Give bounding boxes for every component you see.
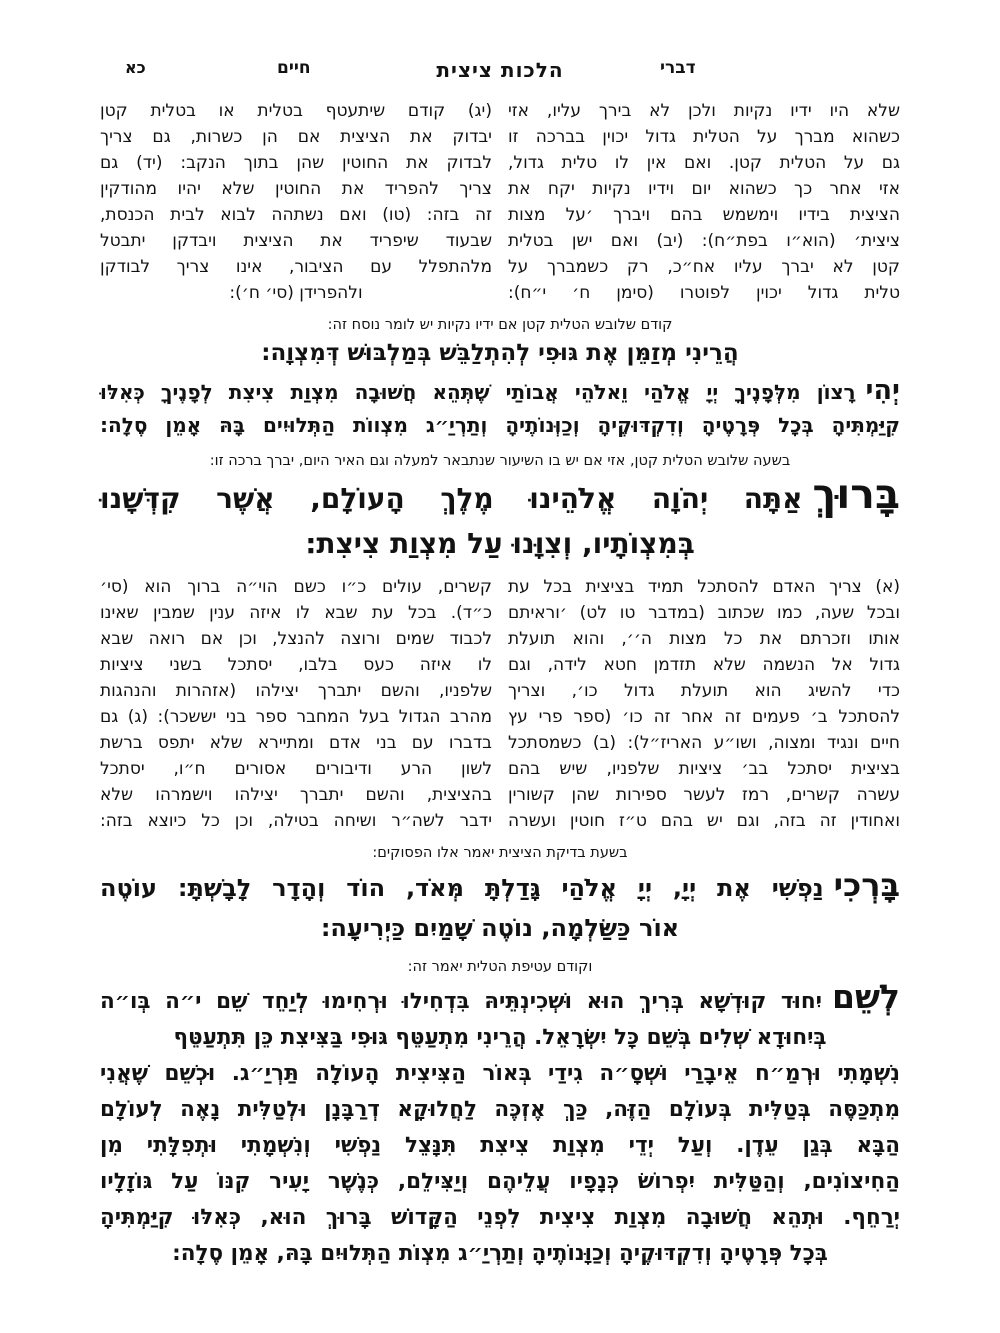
text-line: גדול אל הנשמה שלא תזדמן חטא לידה, וגם <box>508 655 900 675</box>
text-line: לכבוד שמים ורוצה להנצל, וכן אם רואה שבא <box>100 629 492 649</box>
text-line: לבדוק את החוטין שהן בתוך הנקב: (יד) גם <box>100 153 492 173</box>
text-line: ובכל שעה, כמו שכתוב (במדבר טו לט) ׳וראיתם <box>508 603 900 623</box>
header-title-left: חיים <box>277 58 311 78</box>
text-line: בציצית יסתכל בב׳ ציציות שלפניו, שיש בהם <box>508 759 900 779</box>
text-line: ולהפרידן (סי׳ ח׳): <box>229 283 363 303</box>
halachot-top-section <box>100 98 900 306</box>
page-number: כא <box>125 58 146 77</box>
text-line: להסתכל ב׳ פעמים זה אחר זה כו׳ (ספר פרי עץ <box>508 707 900 727</box>
text-line: חיים ונגיד ומצוה, ושו״ע האריז״ל): (ב) כשמסתכל <box>508 733 900 753</box>
tzitzit-blessing <box>100 470 900 566</box>
barchi-nafshi-verses <box>100 868 900 948</box>
text-line: גם על הטלית קטן. ואם אין לו טלית גדול, <box>508 153 900 173</box>
text-line: ידבר לשה״ר ושיחה בטילה, וכן כל כיוצא בזה: <box>100 811 492 831</box>
halachot-top-left-column <box>100 98 492 306</box>
prayer-continuation <box>100 1020 900 1272</box>
yehi-ratzon-prayer <box>100 376 900 442</box>
text-line: יְרַחֵף. וּתְהֵא חֲשׁוּבָה מִצְוַת צִיצִית לִפְנֵי הַקָּדוֹשׁ בָּרוּךְ הוּא, כְּאִלּוּ קִיַּמְתִּיהָ <box>100 1205 900 1230</box>
lead-word: יְהִי <box>865 375 900 406</box>
instruction-before-declaration: קודם שלובש הטלית קטן אם ידיו נקיות יש לומר נוסח זה: <box>327 317 673 333</box>
prayer-continuation <box>100 908 900 948</box>
lead-word: לְשֵׁם <box>832 977 900 1016</box>
text-line: לשון הרע ודיבורים אסורים ח״ו, יסתכל <box>100 759 492 779</box>
text-line: מִתְכַּסֶּה בְּטַלִּית בְּעוֹלָם הַזֶּה, כַּךְ אֶזְכֶּה לַחֲלוּקָא דְרַבָּנָן וּלְטַלִּית נָאֶה לְעוֹלָם <box>100 1097 900 1122</box>
text-line: שלא היו ידיו נקיות ולכן לא בירך עליו, אזי <box>508 101 900 121</box>
line-text: יִחוּד קוּדְשָׁא בְּרִיךְ הוּא וּשְׁכִינְתֵּיהּ בִּדְחִילוּ וּרְחִימוּ לְיַחֵד שֵׁם י״ה בְּו״ה <box>100 989 823 1014</box>
instruction-before-psalms: בשעת בדיקת הציצית יאמר אלו הפסוקים: <box>372 845 628 861</box>
prayer-first-line <box>100 470 900 521</box>
text-line: כ״ד). בכל עת שבא לו איזה ענין שמבין שאינו <box>100 603 492 623</box>
halachot-top-right-column <box>508 98 900 306</box>
leshem-yichud-prayer <box>100 977 900 1272</box>
text-line: ציצית׳ (הוא״ו בפת״ח): (יב) ואם ישן בטלית <box>508 231 900 251</box>
text-line: יבדוק את הציצית אם הן כשרות, גם צריך <box>100 127 492 147</box>
text-line: אזי אחר כך כשהוא יום וידיו נקיות יקח את <box>508 179 900 199</box>
text-line: שבעוד שיפריד את הציצית ויבדקן יתבטל <box>100 231 492 251</box>
text-line: קִיַּמְתִּיהָ בְּכָל פְּרָטֶיהָ וְדִקְדּוּקֶיהָ וְכַוְּנוֹתֶיהָ וְתַרְיַ״ג מִצְווֹת הַתְּלוּיִים בָּהּ אָמֵן סֶלָה: <box>100 413 900 437</box>
prayer-continuation <box>100 521 900 566</box>
text-line: הַבָּא בְּגַן עֵדֶן. וְעַל יְדֵי מִצְוַת צִיצִת תִּנָּצֵל נַפְשִׁי וְנִשְׁמָתִי וּתְפִלָּתִי מִן <box>100 1133 900 1158</box>
text-line: מהרב הגדול בעל המחבר ספר בני יששכר): (ג) גם <box>100 707 492 727</box>
text-line: אותו וזכרתם את כל מצות ה׳׳, והוא תועלת <box>508 629 900 649</box>
text-line: לו איזה כעס בלבו, יסתכל בשני ציציות <box>100 655 492 675</box>
line-text: אַתָּה יְהֹוָה אֱלֹהֵינוּ מֶלֶךְ הָעוֹלָם, אֲשֶׁר קִדְּשָׁנוּ <box>100 482 803 515</box>
text-line: כדי להשיג הוא תועלת גדול כו׳, וצריך <box>508 681 900 701</box>
lead-word: בָּרְכִי <box>833 866 900 904</box>
text-line: קטן לא יברך עליו אח״כ, רק כשמברך על <box>508 257 900 277</box>
prayer-first-line <box>100 977 900 1020</box>
halachot-middle-right-column <box>508 574 900 834</box>
text-line: זה בזה: (טו) ואם נשתהה לבוא לבית הכנסת, <box>100 205 492 225</box>
prayer-continuation <box>100 409 900 442</box>
text-line: כשהוא מברך על הטלית גדול יכוין בברכה זו <box>508 127 900 147</box>
prayer-first-line <box>100 868 900 908</box>
text-line: צריך להפריד את החוטין שלא יהיו מהודקין <box>100 179 492 199</box>
line-text: נַפְשִׁי אֶת יְיָ, יְיָ אֱלֹהַי גָּדַלְתָּ מְּאֹד, הוֹד וְהָדָר לָבָשְׁתָּ: עוֹטֶה <box>100 874 824 902</box>
halachot-middle-left-column <box>100 574 492 834</box>
instruction-before-leshem-yichud: וקודם עטיפת הטלית יאמר זה: <box>407 959 593 975</box>
text-line: שלפניו, והשם יתברך יצילהו (אזהרות והנהגות <box>100 681 492 701</box>
text-line: קשרים, עולים כ״ו כשם הוי״ה ברוך הוא (סי׳ <box>100 577 492 597</box>
text-line: בְּמִצְוֹתָיו, וְצִוָּנוּ עַל מִצְוַת צִיצִת: <box>305 527 695 560</box>
text-line: בהציצית, והשם יתברך יצילהו וישמרהו שלא <box>100 785 492 805</box>
lead-word: בָּרוּךְ <box>812 470 900 518</box>
text-line: (יג) קודם שיתעטף בטלית או בטלית קטן <box>100 101 492 121</box>
text-line: ואחודין זה בזה, וגם יש בהם ט״ז חוטין ועשרה <box>508 811 900 831</box>
text-line: נִשְׁמָתִי וּרְמַ״ח אֵיבָרַי וּשְׁסָ״ה גִידַי בְּאוֹר הַצִּיצִית הָעוֹלָה תַּרְיַ״ג. וּכְשֵׁם שֶׁאֲנִי <box>100 1061 900 1086</box>
section-title: הלכות ציצית <box>436 58 564 82</box>
text-line: הציצית בידיו וימשמש בהם ויברך ׳על מצות <box>508 205 900 225</box>
hareini-declaration: הֲרֵינִי מְזַמֵּן אֶת גּוּפִי לְהִתְלַבֵּשׁ בְּמַלְבּוּשׁ דְּמִצְוָה: <box>261 340 739 366</box>
text-line: בדברו עם בני אדם ומתיירא שלא יתפס ברשת <box>100 733 492 753</box>
text-line: עשרה קשרים, רמז לעשר ספירות שהן קשורין <box>508 785 900 805</box>
text-line: בְּכָל פְּרָטֶיהָ וְדִקְדּוּקֶיהָ וְכַוָּנוֹתֶיהָ וְתַרְיַ״ג מִצְוֹת הַתְּלוּיִם בָּהּ, אָמֵן סֶלָה: <box>172 1241 828 1266</box>
halachot-middle-section <box>100 574 900 834</box>
line-text: רָצוֹן מִלְּפָנֶיךָ יְיָ אֱלֹהַי וֵאלֹהֵי אֲבוֹתַי שֶׁתְּהֵא חֲשׁוּבָה מִצְוַת צִיצִת לְפָנֶיךָ כְּאִלּוּ <box>100 380 856 404</box>
page-header <box>100 56 900 88</box>
header-title-right: דברי <box>660 58 696 78</box>
text-line: הַחִיצוֹנִים, וְהַטַּלִּית יִפְרוֹשׂ כְּנָפָיו עֲלֵיהֶם וְיַצִּילֵם, כְּנֶשֶׁר יָעִיר קִנּוֹ עַל גּוֹזָלָיו <box>100 1169 900 1194</box>
text-line: מלהתפלל עם הציבור, אינו צריך לבודקן <box>100 257 492 277</box>
text-line: טלית גדול יכוין לפוטרו (סימן ח׳ י״ח): <box>508 283 900 303</box>
text-line: (א) צריך האדם להסתכל תמיד בציצית בכל עת <box>508 577 900 597</box>
prayer-first-line <box>100 376 900 409</box>
text-line: אוֹר כַּשַּׂלְמָה, נוֹטֶה שָׁמַיִם כַּיְרִיעָה: <box>320 914 680 942</box>
text-line: בְּיִחוּדָא שְׁלִים בְּשֵׁם כָּל יִשְׂרָאֵל. הֲרֵינִי מִתְעַטֵּף גּוּפִי בַּצִּיצִת כֵּן תִּתְעַטֵּף <box>173 1025 827 1050</box>
instruction-before-blessing: בשעה שלובש הטלית קטן, אזי אם יש בו השיעור שנתבאר למעלה וגם האיר היום, יברך ברכה זו: <box>209 453 791 469</box>
